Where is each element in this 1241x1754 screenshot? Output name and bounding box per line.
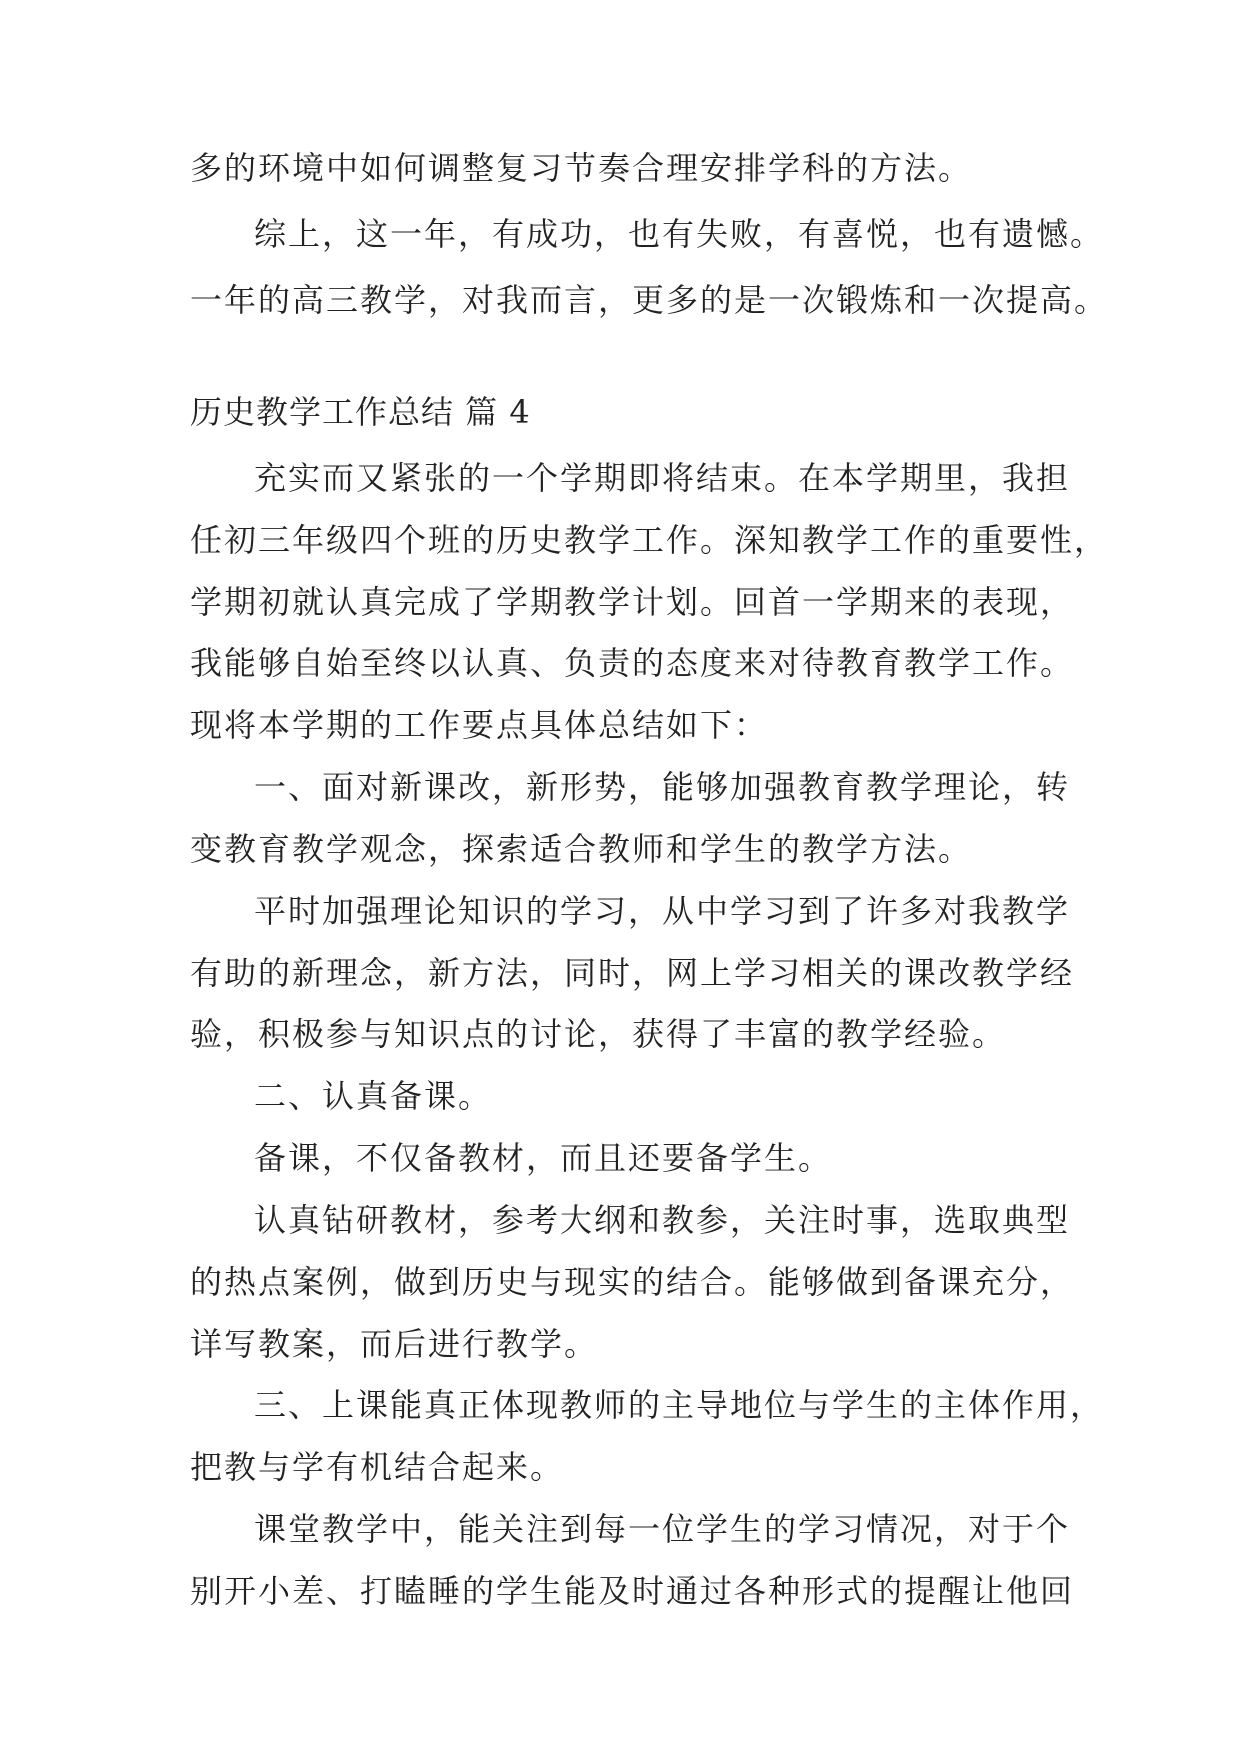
text-line-20: 三、上课能真正体现教师的主导地位与学生的主体作用， [254,1386,1105,1424]
text-line-19: 详写教案，而后进行教学。 [190,1325,599,1363]
text-line-5: 充实而又紧张的一个学期即将结束。在本学期里，我担 [254,459,1071,497]
text-line-23: 别开小差、打瞌睡的学生能及时通过各种形式的提醒让他回 [190,1572,1075,1610]
text-line-6: 任初三年级四个班的历史教学工作。深知教学工作的重要性， [190,521,1109,559]
section-heading: 历史教学工作总结 篇 4 [190,393,531,431]
text-line-3: 一年的高三教学，对我而言，更多的是一次锻炼和一次提高。 [190,281,1109,319]
text-line-15: 二、认真备课。 [254,1077,493,1115]
text-line-13: 有助的新理念，新方法，同时，网上学习相关的课改教学经 [190,954,1075,992]
text-line-12: 平时加强理论知识的学习，从中学习到了许多对我教学 [254,892,1071,930]
text-line-8: 我能够自始至终以认真、负责的态度来对待教育教学工作。 [190,644,1075,682]
text-line-14: 验，积极参与知识点的讨论，获得了丰富的教学经验。 [190,1015,1007,1053]
text-line-10: 一、面对新课改，新形势，能够加强教育教学理论，转 [254,768,1071,806]
text-line-17: 认真钻研教材，参考大纲和教参，关注时事，选取典型 [254,1201,1071,1239]
text-line-1: 多的环境中如何调整复习节奏合理安排学科的方法。 [190,149,973,187]
text-line-9: 现将本学期的工作要点具体总结如下： [190,706,769,744]
text-line-7: 学期初就认真完成了学期教学计划。回首一学期来的表现， [190,583,1075,621]
text-line-2: 综上，这一年，有成功，也有失败，有喜悦，也有遗憾。 [254,215,1105,253]
text-line-21: 把教与学有机结合起来。 [190,1448,565,1486]
text-line-11: 变教育教学观念，探索适合教师和学生的教学方法。 [190,830,973,868]
text-line-16: 备课，不仅备教材，而且还要备学生。 [254,1139,833,1177]
text-line-18: 的热点案例，做到历史与现实的结合。能够做到备课充分， [190,1263,1075,1301]
text-line-22: 课堂教学中，能关注到每一位学生的学习情况，对于个 [254,1510,1071,1548]
